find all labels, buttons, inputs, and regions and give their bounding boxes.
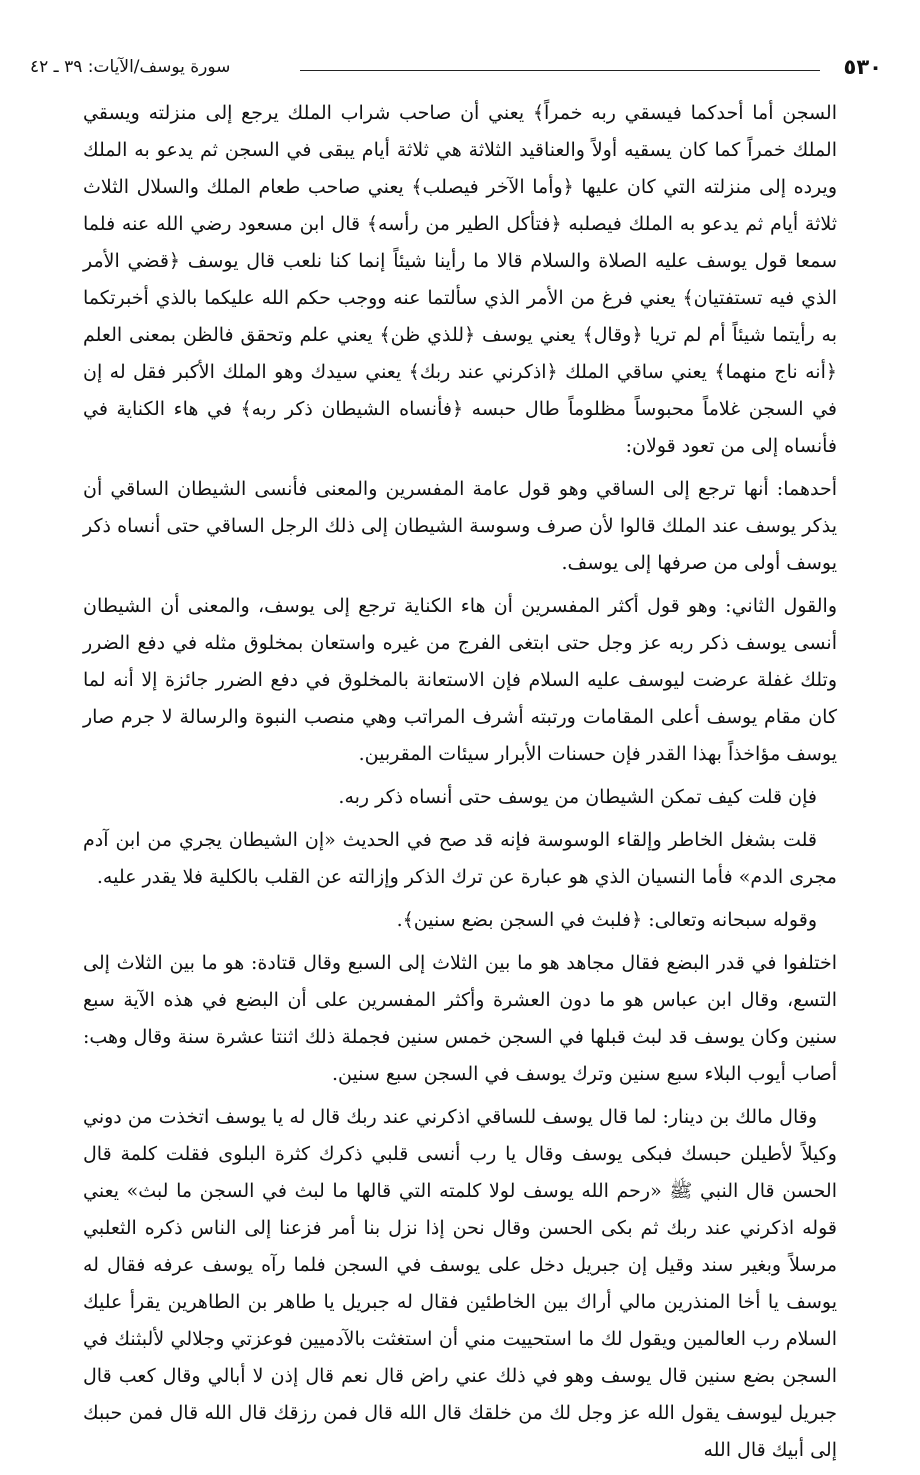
page-number: ٥٣٠: [843, 55, 882, 79]
paragraph-7: اختلفوا في قدر البضع فقال مجاهد هو ما بين الثلاث إلى السبع وقال قتادة: هو ما بين الثلاث إلى التسع، وقال ابن عباس هو ما دون العشرة وأكثر المفسرين على أن البضع في هذه الآية سبع سنين وكان يوسف قد لبث قبلها في السجن خمس سنين فجملة ذلك اثنتا عشرة سنة وقال وهب: أصاب أيوب البلاء سبع سنين وترك يوسف في السجن سبع سنين.: [83, 952, 837, 1085]
paragraph-4: فإن قلت كيف تمكن الشيطان من يوسف حتى أنساه ذكر ربه.: [338, 786, 817, 808]
page-header: [30, 52, 882, 82]
paragraph-8: وقال مالك بن دينار: لما قال يوسف للساقي اذكرني عند ربك قال له يا يوسف اتخذت من دوني وكيلاً لأطيلن حبسك فبكى يوسف وقال يا رب أنسى قلبي ذكرك كثرة البلوى فقلت كلمة قال الحسن قال النبي ﷺ «رحم الله يوسف لولا كلمته التي قالها ما لبث في السجن ما لبث» يعني قوله اذكرني عند ربك ثم بكى الحسن وقال نحن إذا نزل بنا أمر فزعنا إلى الناس ذكره الثعلبي مرسلاً وبغير سند وقيل إن جبريل دخل على يوسف في السجن فلما رآه يوسف عرفه فقال له يوسف يا أخا المنذرين مالي أراك بين الخاطئين فقال له جبريل يا طاهر بن الطاهرين يقرأ عليك السلام رب العالمين ويقول لك ما استحييت مني أن استغثت بالآدميين فوعزتي وجلالي لألبثنك في السجن بضع سنين قال يوسف وهو في ذلك عني راض قال نعم قال إذن لا أبالي وقال كعب قال جبريل ليوسف يقول الله عز وجل لك من خلقك قال الله قال فمن رزقك قال الله قال فمن حببك إلى أبيك قال الله: [83, 1106, 837, 1461]
page-body: [83, 95, 837, 1475]
header-rule: [300, 70, 820, 71]
paragraph-2: أحدهما: أنها ترجع إلى الساقي وهو قول عامة المفسرين والمعنى فأنسى الشيطان الساقي أن يذكر يوسف عند الملك قالوا لأن صرف وسوسة الشيطان إلى ذلك الرجل الساقي حتى أنساه ذكر يوسف أولى من صرفها إلى يوسف.: [83, 478, 837, 574]
paragraph-6: وقوله سبحانه وتعالى: ﴿فلبث في السجن بضع سنين﴾.: [396, 909, 817, 931]
running-title: سورة يوسف/الآيات: ٣٩ ـ ٤٢: [30, 57, 231, 77]
paragraph-1: السجن أما أحدكما فيسقي ربه خمراً﴾ يعني أن صاحب شراب الملك يرجع إلى منزلته ويسقي الملك خمراً كما كان يسقيه أولاً والعناقيد الثلاثة هي ثلاثة أيام يبقى في السجن ثم يدعو به الملك ويرده إلى منزلته التي كان عليها ﴿وأما الآخر فيصلب﴾ يعني صاحب طعام الملك والسلال الثلاث ثلاثة أيام ثم يدعو به الملك فيصلبه ﴿فتأكل الطير من رأسه﴾ قال ابن مسعود رضي الله عنه فلما سمعا قول يوسف عليه الصلاة والسلام قالا ما رأينا شيئاً إنما كنا نلعب قال يوسف ﴿قضي الأمر الذي فيه تستفتيان﴾ يعني فرغ من الأمر الذي سألتما عنه ووجب حكم الله عليكما بالذي أخبرتكما به رأيتما شيئاً أم لم تريا ﴿وقال﴾ يعني يوسف ﴿للذي ظن﴾ يعني علم وتحقق فالظن بمعنى العلم ﴿أنه ناج منهما﴾ يعني ساقي الملك ﴿اذكرني عند ربك﴾ يعني سيدك وهو الملك الأكبر فقل له إن في السجن غلاماً محبوساً مظلوماً طال حبسه ﴿فأنساه الشيطان ذكر ربه﴾ في هاء الكناية في فأنساه إلى من تعود قولان:: [83, 102, 837, 457]
paragraph-3: والقول الثاني: وهو قول أكثر المفسرين أن هاء الكناية ترجع إلى يوسف، والمعنى أن الشيطان أنسى يوسف ذكر ربه عز وجل حتى ابتغى الفرج من غيره واستعان بمخلوق مثله في دفع الضرر وتلك غفلة عرضت ليوسف عليه السلام فإن الاستعانة بالمخلوق في دفع الضرر جائزة إلا أنه لما كان مقام يوسف أعلى المقامات ورتبته أشرف المراتب وهي منصب النبوة والرسالة لا جرم صار يوسف مؤاخذاً بهذا القدر فإن حسنات الأبرار سيئات المقربين.: [83, 595, 837, 765]
paragraph-5: قلت بشغل الخاطر وإلقاء الوسوسة فإنه قد صح في الحديث «إن الشيطان يجري من ابن آدم مجرى الدم» فأما النسيان الذي هو عبارة عن ترك الذكر وإزالته عن القلب بالكلية فلا يقدر عليه.: [83, 829, 837, 888]
